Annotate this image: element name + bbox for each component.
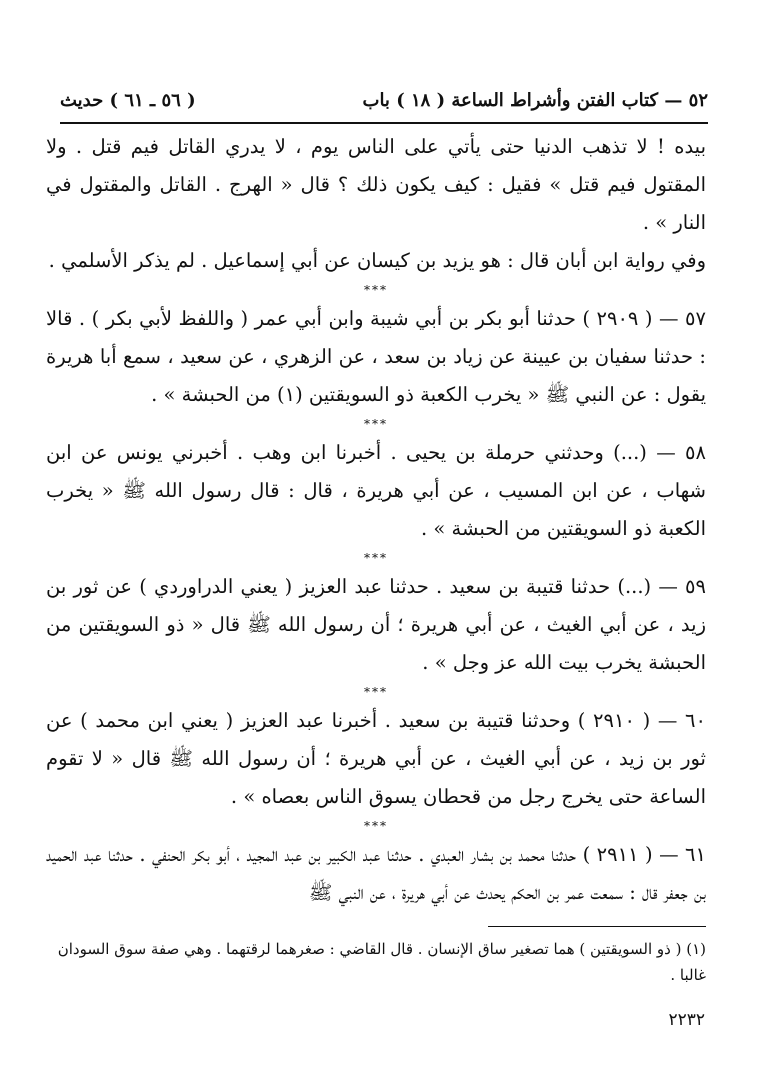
hadith-57: ٥٧ — ( ٢٩٠٩ ) حدثنا أبو بكر بن أبي شيبة وابن أبي عمر ( واللفظ لأبي بكر ) . قالا : حدثنا سفيان بن عيينة عن زياد بن سعد ، عن الزهري ، عن سعيد ، سمع أبا هريرة يقول : عن النبي ﷺ « يخرب الكعبة ذو السويقتين (١) من الحبشة » . <box>46 307 706 406</box>
section-separator: *** <box>364 283 388 297</box>
section-separator: *** <box>364 819 388 833</box>
page-number: ٢٢٣٢ <box>668 1010 705 1030</box>
header-rule <box>60 122 708 124</box>
paragraph-intro: بيده ! لا تذهب الدنيا حتى يأتي على الناس يوم ، لا يدري القاتل فيم قتل . ولا المقتول فيم قتل » فقيل : كيف يكون ذلك ؟ قال « الهرج . القاتل والمقتول في النار » . <box>46 135 706 234</box>
footnote: (١) ( ذو السويقتين ) هما تصغير ساق الإنسان . قال القاضي : صغرهما لرقتهما . وهي صفة سوق السودان غالبا . <box>57 940 706 984</box>
main-text <box>46 128 706 912</box>
hadith-61: ٦١ — ( ٢٩١١ ) حدثنا محمد بن بشار العبدي . حدثنا عبد الكبير بن عبد المجيد ، أبو بكر الحنفي . حدثنا عبد الحميد بن جعفر قال : سمعت عمر بن الحكم يحدث عن أبي هريرة ، عن النبي ﷺ <box>46 843 706 904</box>
hadith-59: ٥٩ — (...) حدثنا قتيبة بن سعيد . حدثنا عبد العزيز ( يعني الدراوردي ) عن ثور بن زيد ، عن أبي الغيث ، عن أبي هريرة ؛ أن رسول الله ﷺ قال « ذو السويقتين من الحبشة يخرب بيت الله عز وجل » . <box>46 575 706 674</box>
hadith-58: ٥٨ — (...) وحدثني حرملة بن يحيى . أخبرنا ابن وهب . أخبرني يونس عن ابن شهاب ، عن ابن المسيب ، عن أبي هريرة ، قال : قال رسول الله ﷺ « يخرب الكعبة ذو السويقتين من الحبشة » . <box>46 441 706 540</box>
section-separator: *** <box>364 685 388 699</box>
header-chapter-title: ٥٢ — كتاب الفتن وأشراط الساعة ( ١٨ ) باب <box>362 90 708 111</box>
footnote-rule <box>488 926 706 927</box>
section-separator: *** <box>364 551 388 565</box>
paragraph-riwaya: وفي رواية ابن أبان قال : هو يزيد بن كيسان عن أبي إسماعيل . لم يذكر الأسلمي . <box>48 249 706 272</box>
hadith-60: ٦٠ — ( ٢٩١٠ ) وحدثنا قتيبة بن سعيد . أخبرنا عبد العزيز ( يعني ابن محمد ) عن ثور بن زيد ، عن أبي الغيث ، عن أبي هريرة ؛ أن رسول الله ﷺ قال « لا تقوم الساعة حتى يخرج رجل من قحطان يسوق الناس بعصاه » . <box>46 709 706 808</box>
section-separator: *** <box>364 417 388 431</box>
running-header <box>60 86 708 120</box>
header-hadith-range: ( ٥٦ ـ ٦١ ) حديث <box>60 90 196 111</box>
